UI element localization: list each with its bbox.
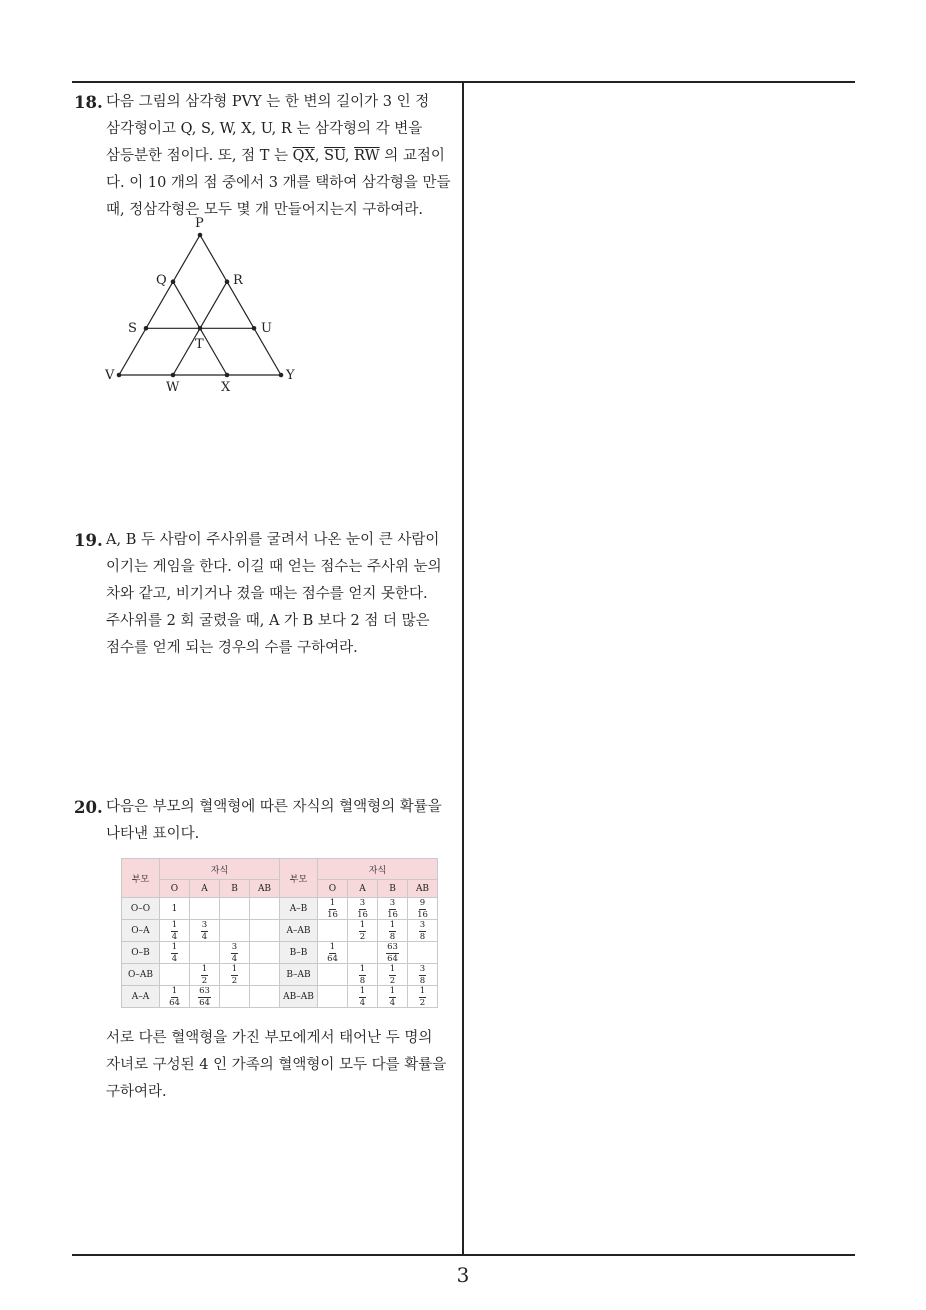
problem-text xyxy=(106,794,460,848)
numerator: 3 xyxy=(419,964,426,974)
parent-pair-cell: A–A xyxy=(122,986,160,1008)
fraction xyxy=(417,899,428,919)
fraction xyxy=(169,987,180,1007)
type-header: B xyxy=(378,880,408,898)
triangle-figure xyxy=(100,210,320,400)
denominator: 16 xyxy=(357,909,368,920)
table-row xyxy=(122,986,438,1008)
text-line: A, B 두 사람이 주사위를 굴려서 나온 눈이 큰 사람이 xyxy=(106,532,440,548)
numerator: 1 xyxy=(359,986,366,996)
type-header: O xyxy=(318,880,348,898)
probability-cell xyxy=(190,920,220,942)
numerator: 1 xyxy=(389,986,396,996)
numerator: 1 xyxy=(171,942,178,952)
probability-cell xyxy=(378,942,408,964)
denominator: 4 xyxy=(389,997,396,1008)
table-body xyxy=(122,898,438,1008)
denominator: 64 xyxy=(169,997,180,1008)
fraction xyxy=(171,921,178,941)
label-p: P xyxy=(195,216,204,231)
probability-cell xyxy=(408,986,438,1008)
numerator: 1 xyxy=(419,986,426,996)
text-line: 삼각형이고 Q, S, W, X, U, R 는 삼각형의 각 변을 xyxy=(106,121,423,137)
numerator: 1 xyxy=(329,942,336,952)
point-u xyxy=(252,326,257,331)
probability-cell xyxy=(160,920,190,942)
probability-cell xyxy=(250,986,280,1008)
denominator: 16 xyxy=(327,909,338,920)
denominator: 4 xyxy=(359,997,366,1008)
fraction xyxy=(171,943,178,963)
fraction xyxy=(359,965,366,985)
point-s xyxy=(144,326,149,331)
denominator: 8 xyxy=(419,931,426,942)
problem-number: 20. xyxy=(74,798,103,817)
numerator: 63 xyxy=(387,942,398,952)
point-x xyxy=(225,373,230,378)
text-line: 주사위를 2 회 굴렸을 때, A 가 B 보다 2 점 더 많은 xyxy=(106,613,430,629)
numerator: 1 xyxy=(231,964,238,974)
problem-number: 18. xyxy=(74,93,103,112)
text-line: 나타낸 표이다. xyxy=(106,826,200,842)
text-line: 삼등분한 점이다. 또, 점 T 는 $\overline{QX}$, $\overline{SU}$, $\overline{RW}$ 의 교점이 xyxy=(106,148,445,164)
fraction xyxy=(389,987,396,1007)
fraction xyxy=(359,987,366,1007)
parent-pair-cell: O–B xyxy=(122,942,160,964)
table-row xyxy=(122,920,438,942)
text-line: 때, 정삼각형은 모두 몇 개 만들어지는지 구하여라. xyxy=(106,202,424,218)
label-q: Q xyxy=(156,273,167,288)
probability-cell xyxy=(160,942,190,964)
probability-cell xyxy=(160,964,190,986)
text-line: 자녀로 구성된 4 인 가족의 혈액형이 모두 다를 확률을 xyxy=(106,1057,447,1073)
segment-qx: $\overline{QX}$ xyxy=(292,148,315,164)
numerator: 3 xyxy=(231,942,238,952)
point-q xyxy=(171,279,176,284)
table-row xyxy=(122,964,438,986)
label-u: U xyxy=(261,321,272,336)
parent-pair-cell: A–AB xyxy=(280,920,318,942)
denominator: 2 xyxy=(359,931,366,942)
probability-cell xyxy=(408,898,438,920)
probability-cell xyxy=(250,942,280,964)
text-line: 점수를 얻게 되는 경우의 수를 구하여라. xyxy=(106,640,358,656)
probability-cell xyxy=(348,964,378,986)
bottom-rule xyxy=(72,1254,855,1256)
probability-cell xyxy=(348,942,378,964)
numerator: 1 xyxy=(171,986,178,996)
probability-cell xyxy=(408,964,438,986)
point-w xyxy=(171,373,176,378)
probability-cell xyxy=(220,920,250,942)
numerator: 3 xyxy=(419,920,426,930)
label-w: W xyxy=(166,380,180,395)
side-pv xyxy=(119,235,200,375)
problem-number: 19. xyxy=(74,531,103,550)
numerator: 3 xyxy=(359,898,366,908)
parent-pair-cell: B–B xyxy=(280,942,318,964)
fraction xyxy=(357,899,368,919)
problem-text xyxy=(106,527,460,662)
probability-cell xyxy=(220,942,250,964)
numerator: 1 xyxy=(329,898,336,908)
type-header: AB xyxy=(250,880,280,898)
probability-cell xyxy=(318,942,348,964)
probability-cell xyxy=(190,964,220,986)
point-t xyxy=(198,326,203,331)
fraction xyxy=(359,921,366,941)
denominator: 8 xyxy=(389,931,396,942)
numerator: 1 xyxy=(201,964,208,974)
problem-text xyxy=(106,89,460,224)
problem-20-question xyxy=(106,1025,460,1106)
parent-pair-cell: O–A xyxy=(122,920,160,942)
parent-pair-cell: A–B xyxy=(280,898,318,920)
label-x: X xyxy=(221,380,231,395)
probability-cell xyxy=(378,986,408,1008)
denominator: 64 xyxy=(327,953,338,964)
probability-cell xyxy=(250,898,280,920)
numerator: 1 xyxy=(171,920,178,930)
denominator: 2 xyxy=(201,975,208,986)
page-number: 3 xyxy=(456,1263,470,1287)
column-divider xyxy=(462,82,464,1255)
blood-type-table xyxy=(121,858,438,1008)
denominator: 4 xyxy=(171,931,178,942)
fraction xyxy=(389,921,396,941)
probability-cell xyxy=(378,898,408,920)
fraction xyxy=(386,943,399,963)
segment-su: $\overline{SU}$ xyxy=(324,148,345,164)
type-header: A xyxy=(190,880,220,898)
numerator: 1 xyxy=(359,964,366,974)
point-v xyxy=(117,373,122,378)
type-header: A xyxy=(348,880,378,898)
point-r xyxy=(225,279,230,284)
fraction xyxy=(419,987,426,1007)
denominator: 4 xyxy=(201,931,208,942)
fraction xyxy=(198,987,211,1007)
label-s: S xyxy=(128,321,137,336)
numerator: 1 xyxy=(359,920,366,930)
denominator: 8 xyxy=(359,975,366,986)
text-line: 이기는 게임을 한다. 이길 때 얻는 점수는 주사위 눈의 xyxy=(106,559,442,575)
fraction xyxy=(419,965,426,985)
fraction xyxy=(389,965,396,985)
probability-cell xyxy=(348,920,378,942)
probability-cell xyxy=(378,964,408,986)
table-row xyxy=(122,898,438,920)
text-line: 다음은 부모의 혈액형에 따른 자식의 혈액형의 확률을 xyxy=(106,799,442,815)
text-line: 다음 그림의 삼각형 PVY 는 한 변의 길이가 3 인 정 xyxy=(106,94,430,110)
numerator: 63 xyxy=(199,986,210,996)
table-row xyxy=(122,942,438,964)
probability-cell xyxy=(318,898,348,920)
type-header: O xyxy=(160,880,190,898)
fraction xyxy=(327,943,338,963)
problem-18 xyxy=(74,89,460,224)
fraction xyxy=(231,943,238,963)
probability-cell xyxy=(190,898,220,920)
parent-pair-cell: B–AB xyxy=(280,964,318,986)
denominator: 4 xyxy=(171,953,178,964)
text-line: 서로 다른 혈액형을 가진 부모에게서 태어난 두 명의 xyxy=(106,1030,433,1046)
denominator: 2 xyxy=(419,997,426,1008)
label-t: T xyxy=(195,337,204,352)
probability-cell: 1 xyxy=(160,898,190,920)
probability-cell xyxy=(348,986,378,1008)
probability-cell xyxy=(250,920,280,942)
label-v: V xyxy=(105,368,115,383)
parent-pair-cell: AB–AB xyxy=(280,986,318,1008)
parent-pair-cell: O–AB xyxy=(122,964,160,986)
text-line: 구하여라. xyxy=(106,1084,167,1100)
label-r: R xyxy=(233,273,243,288)
denominator: 64 xyxy=(199,997,210,1008)
denominator: 2 xyxy=(389,975,396,986)
numerator: 1 xyxy=(389,964,396,974)
point-y xyxy=(279,373,284,378)
probability-cell xyxy=(318,986,348,1008)
probability-cell xyxy=(378,920,408,942)
probability-cell xyxy=(220,964,250,986)
fraction xyxy=(201,921,208,941)
denominator: 8 xyxy=(419,975,426,986)
point-p xyxy=(198,233,203,238)
numerator: 9 xyxy=(419,898,426,908)
probability-cell xyxy=(318,920,348,942)
fraction xyxy=(419,921,426,941)
text-line: 차와 같고, 비기거나 졌을 때는 점수를 얻지 못한다. xyxy=(106,586,428,602)
denominator: 16 xyxy=(417,909,428,920)
type-header: AB xyxy=(408,880,438,898)
probability-cell xyxy=(250,964,280,986)
text-line: 다. 이 10 개의 점 중에서 3 개를 택하여 삼각형을 만들 xyxy=(106,175,451,191)
numerator: 1 xyxy=(389,920,396,930)
child-header: 자식 xyxy=(160,859,280,880)
probability-cell xyxy=(348,898,378,920)
type-header: B xyxy=(220,880,250,898)
probability-cell xyxy=(190,986,220,1008)
fraction xyxy=(231,965,238,985)
parent-pair-cell: O–O xyxy=(122,898,160,920)
parent-header: 부모 xyxy=(280,859,318,898)
problem-19 xyxy=(74,527,460,662)
label-y: Y xyxy=(286,368,295,383)
fraction xyxy=(387,899,398,919)
numerator: 3 xyxy=(389,898,396,908)
probability-cell xyxy=(160,986,190,1008)
segment-rw: $\overline{RW}$ xyxy=(354,148,380,164)
probability-cell xyxy=(220,898,250,920)
denominator: 4 xyxy=(231,953,238,964)
probability-cell xyxy=(408,920,438,942)
numerator: 3 xyxy=(201,920,208,930)
fraction xyxy=(201,965,208,985)
side-py xyxy=(200,235,281,375)
probability-cell xyxy=(220,986,250,1008)
denominator: 16 xyxy=(387,909,398,920)
child-header: 자식 xyxy=(318,859,438,880)
denominator: 64 xyxy=(387,953,398,964)
denominator: 2 xyxy=(231,975,238,986)
probability-cell xyxy=(190,942,220,964)
fraction xyxy=(327,899,338,919)
probability-cell xyxy=(408,942,438,964)
problem-20 xyxy=(74,794,460,848)
parent-header: 부모 xyxy=(122,859,160,898)
probability-cell xyxy=(318,964,348,986)
